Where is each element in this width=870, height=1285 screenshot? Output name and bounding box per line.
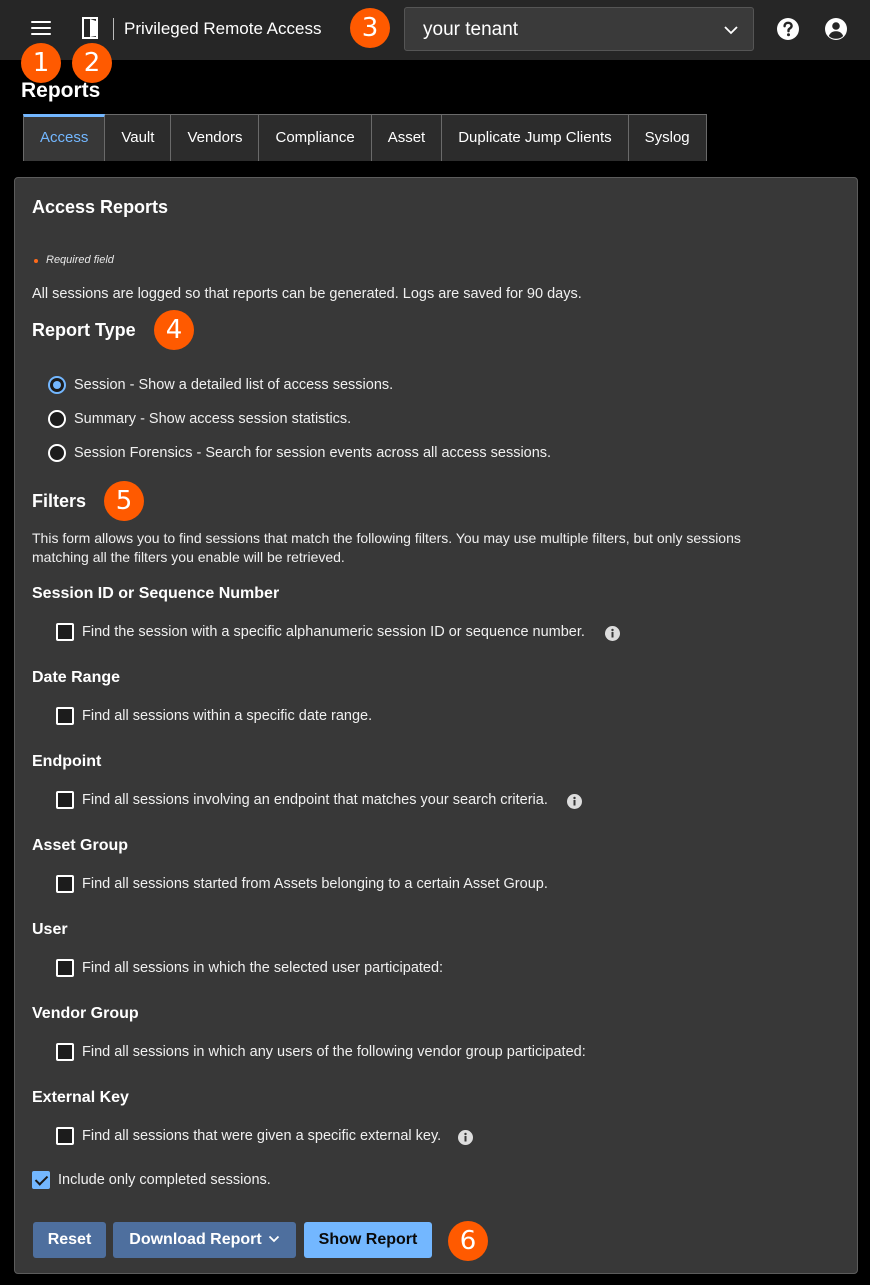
filter-vendor-group-label[interactable]: Find all sessions in which any users of the following vendor group participated: — [82, 1044, 586, 1060]
tenant-select[interactable] — [404, 7, 754, 51]
report-tabs — [23, 114, 707, 161]
title-divider — [113, 18, 114, 40]
filter-user-label[interactable]: Find all sessions in which the selected user participated: — [82, 960, 444, 976]
filter-external-key-checkbox[interactable] — [56, 1127, 74, 1145]
filter-session-id-label[interactable]: Find the session with a specific alphanumeric session ID or sequence number. — [82, 624, 585, 640]
callout-badge-2: 2 — [72, 43, 112, 83]
filters-description-line-1: This form allows you to find sessions that match the following filters. You may use multiple filters, but only sessions — [32, 530, 741, 546]
access-reports-panel — [14, 177, 858, 1274]
completed-only-checkbox[interactable] — [32, 1171, 50, 1189]
filter-external-key-title: External Key — [32, 1089, 129, 1106]
required-marker — [34, 259, 38, 263]
callout-badge-6: 6 — [448, 1221, 488, 1261]
filters-heading: Filters — [32, 491, 87, 511]
door-logo-icon[interactable] — [81, 17, 101, 39]
app-title: Privileged Remote Access — [124, 19, 322, 38]
filter-asset-group-checkbox[interactable] — [56, 875, 74, 893]
chevron-down-icon — [268, 1233, 280, 1245]
radio-session-forensics-label[interactable]: Session Forensics - Search for session events across all access sessions. — [74, 445, 552, 461]
filter-date-range-checkbox[interactable] — [56, 707, 74, 725]
filter-date-range-label[interactable]: Find all sessions within a specific date range. — [82, 708, 373, 724]
download-report-label: Download Report — [129, 1231, 262, 1248]
panel-title: Access Reports — [32, 197, 169, 217]
radio-summary-label[interactable]: Summary - Show access session statistics. — [74, 411, 352, 427]
info-icon[interactable] — [458, 1130, 473, 1145]
user-account-icon[interactable] — [824, 17, 848, 41]
radio-session[interactable] — [48, 376, 66, 394]
callout-badge-4: 4 — [154, 310, 194, 350]
download-report-button[interactable] — [113, 1222, 296, 1258]
required-field-note: Required field — [46, 254, 114, 266]
tab-asset[interactable]: Asset — [372, 114, 443, 161]
top-bar — [0, 0, 870, 60]
tab-vault[interactable]: Vault — [105, 114, 171, 161]
tab-duplicate-jump-clients[interactable]: Duplicate Jump Clients — [442, 114, 628, 161]
radio-session-forensics[interactable] — [48, 444, 66, 462]
help-icon[interactable] — [776, 17, 800, 41]
filter-session-id-title: Session ID or Sequence Number — [32, 585, 280, 602]
tab-vendors[interactable]: Vendors — [171, 114, 259, 161]
reset-button[interactable]: Reset — [33, 1222, 106, 1258]
info-icon[interactable] — [567, 794, 582, 809]
filter-endpoint-label[interactable]: Find all sessions involving an endpoint that matches your search criteria. — [82, 792, 548, 808]
filter-user-title: User — [32, 921, 68, 938]
filter-external-key-label[interactable]: Find all sessions that were given a specific external key. — [82, 1128, 442, 1144]
filter-session-id-checkbox[interactable] — [56, 623, 74, 641]
filter-asset-group-label[interactable]: Find all sessions started from Assets belonging to a certain Asset Group. — [82, 876, 548, 892]
tab-compliance[interactable]: Compliance — [259, 114, 371, 161]
filters-description-line-2: matching all the filters you enable will be retrieved. — [32, 549, 345, 565]
show-report-button[interactable]: Show Report — [304, 1222, 432, 1258]
tenant-select-value: your tenant — [423, 19, 519, 40]
tab-syslog[interactable]: Syslog — [629, 114, 707, 161]
completed-only-label[interactable]: Include only completed sessions. — [58, 1172, 271, 1188]
tab-access[interactable]: Access — [23, 114, 105, 161]
info-icon[interactable] — [605, 626, 620, 641]
filter-user-checkbox[interactable] — [56, 959, 74, 977]
radio-session-label[interactable]: Session - Show a detailed list of access sessions. — [74, 377, 394, 393]
filter-date-range-title: Date Range — [32, 669, 121, 686]
filter-endpoint-title: Endpoint — [32, 753, 102, 770]
radio-summary[interactable] — [48, 410, 66, 428]
filter-vendor-group-title: Vendor Group — [32, 1005, 139, 1022]
callout-badge-1: 1 — [21, 43, 61, 83]
filter-vendor-group-checkbox[interactable] — [56, 1043, 74, 1061]
page-title: Reports — [21, 79, 101, 102]
menu-icon[interactable] — [31, 20, 51, 36]
callout-badge-3: 3 — [350, 8, 390, 48]
intro-text: All sessions are logged so that reports can be generated. Logs are saved for 90 days. — [32, 286, 582, 302]
filter-endpoint-checkbox[interactable] — [56, 791, 74, 809]
callout-badge-5: 5 — [104, 481, 144, 521]
report-type-heading: Report Type — [32, 320, 136, 340]
chevron-down-icon — [723, 22, 739, 38]
filter-asset-group-title: Asset Group — [32, 837, 129, 854]
